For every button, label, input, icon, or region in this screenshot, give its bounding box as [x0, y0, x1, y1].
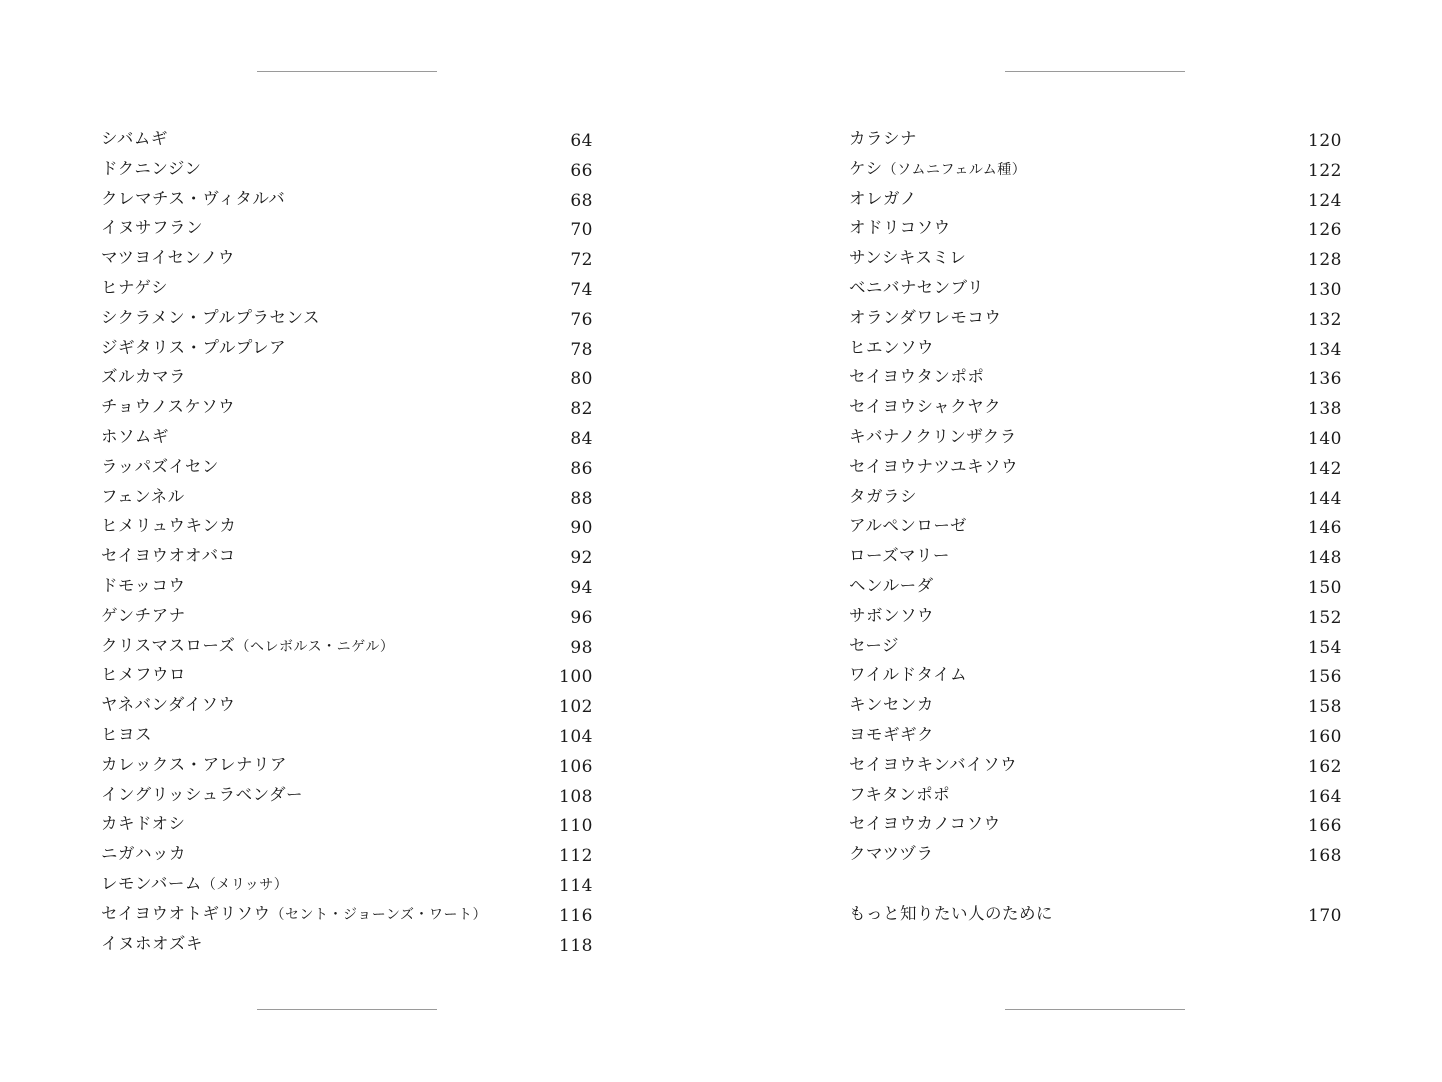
bottom-rule	[1005, 1009, 1185, 1010]
entry-title	[101, 571, 186, 601]
entry-title	[849, 213, 951, 243]
toc-entry[interactable]	[101, 720, 593, 750]
page-number: 166	[1308, 816, 1342, 837]
entry-title	[101, 720, 152, 750]
entry-title-main: カレックス・アレナリア	[101, 754, 288, 774]
toc-entry[interactable]	[101, 660, 593, 690]
page-number: 70	[570, 220, 593, 241]
page-number: 168	[1308, 846, 1342, 867]
toc-list-left	[101, 124, 593, 958]
entry-title	[101, 124, 168, 154]
page-number: 170	[1308, 905, 1342, 926]
entry-title	[849, 750, 1017, 780]
page-number: 122	[1308, 160, 1342, 181]
page-number: 144	[1308, 488, 1342, 509]
toc-entry[interactable]	[101, 213, 593, 243]
entry-title	[101, 154, 202, 184]
entry-title	[101, 422, 169, 452]
page-number: 126	[1308, 220, 1342, 241]
toc-entry[interactable]	[849, 601, 1342, 631]
toc-entry[interactable]	[849, 720, 1342, 750]
entry-title-main: ラッパズイセン	[101, 456, 219, 476]
page-number: 68	[570, 190, 593, 211]
entry-title	[101, 809, 186, 839]
toc-entry[interactable]	[849, 750, 1342, 780]
toc-entry[interactable]	[101, 809, 593, 839]
toc-entry[interactable]	[849, 839, 1342, 869]
entry-title	[101, 392, 235, 422]
page-number: 100	[559, 667, 593, 688]
entry-title-note: （ソムニフェルム種）	[882, 161, 1027, 178]
toc-entry[interactable]	[849, 243, 1342, 273]
entry-title-main: ジギタリス・プルプレア	[101, 337, 287, 357]
page-number: 162	[1308, 756, 1342, 777]
page-number: 84	[570, 428, 593, 449]
entry-title-main: セイヨウキンバイソウ	[849, 754, 1018, 774]
toc-entry[interactable]	[849, 124, 1342, 154]
entry-title	[101, 243, 235, 273]
page-number: 96	[570, 607, 593, 628]
entry-title-main: セイヨウナツユキソウ	[849, 456, 1019, 476]
entry-title-main: ヘンルーダ	[849, 575, 934, 595]
entry-title-main: セイヨウオトギリソウ	[101, 903, 271, 923]
entry-title-main: アルペンローゼ	[849, 516, 968, 536]
entry-title-main: ゲンチアナ	[101, 605, 186, 625]
entry-title	[849, 482, 917, 512]
toc-entry[interactable]	[101, 511, 593, 541]
entry-title	[849, 899, 1053, 929]
entry-title-main: オランダワレモコウ	[849, 307, 1002, 327]
entry-title	[101, 690, 236, 720]
toc-entry[interactable]	[101, 541, 593, 571]
entry-title-main: ヒメリュウキンカ	[101, 516, 237, 536]
page-number: 114	[559, 875, 593, 896]
toc-entry[interactable]	[849, 362, 1342, 392]
entry-title-main: ヒヨス	[101, 724, 152, 744]
page-number: 156	[1308, 667, 1342, 688]
entry-title-main: ズルカマラ	[101, 367, 186, 387]
entry-title	[101, 362, 186, 392]
entry-title-main: マツヨイセンノウ	[101, 248, 235, 268]
entry-title-main: シクラメン・プルプラセンス	[101, 307, 321, 327]
toc-entry[interactable]	[849, 273, 1342, 303]
toc-entry[interactable]	[849, 631, 1342, 661]
entry-title-main: フェンネル	[101, 486, 185, 506]
toc-entry[interactable]	[101, 333, 593, 363]
entry-title-main: ベニバナセンブリ	[849, 277, 985, 297]
page-number: 164	[1308, 786, 1342, 807]
toc-entry[interactable]	[101, 392, 593, 422]
entry-title-main: ヤネバンダイソウ	[101, 695, 236, 715]
page-number: 154	[1308, 637, 1342, 658]
entry-title	[101, 869, 288, 901]
toc-entry[interactable]	[849, 511, 1342, 541]
toc-entry[interactable]	[101, 929, 593, 959]
entry-title-main: セイヨウオオバコ	[101, 546, 236, 566]
entry-title	[101, 750, 287, 780]
entry-title-note: （メリッサ）	[201, 876, 289, 893]
toc-entry[interactable]	[849, 333, 1342, 363]
toc-entry[interactable]	[101, 452, 593, 482]
page-number: 138	[1308, 399, 1342, 420]
entry-title-main: シバムギ	[101, 129, 168, 148]
page-number: 130	[1308, 279, 1342, 300]
toc-entry[interactable]	[101, 869, 593, 899]
entry-title-main: フキタンポポ	[849, 784, 951, 804]
entry-title-main: ドクニンジン	[101, 158, 202, 178]
page-number: 160	[1308, 726, 1342, 747]
page-number: 88	[570, 488, 593, 509]
top-rule	[1005, 71, 1185, 72]
entry-title-main: ケシ	[849, 158, 883, 178]
entry-title	[101, 511, 236, 541]
toc-entry[interactable]	[849, 452, 1342, 482]
entry-title-main: もっと知りたい人のために	[849, 903, 1053, 923]
toc-entry[interactable]	[101, 422, 593, 452]
entry-title-main: ヨモギギク	[849, 724, 934, 744]
page-number: 152	[1308, 607, 1342, 628]
entry-title-main: セージ	[849, 635, 900, 655]
entry-title	[101, 273, 168, 303]
page-number: 112	[559, 846, 593, 867]
entry-title	[101, 660, 186, 690]
entry-title-main: サボンソウ	[849, 605, 934, 625]
toc-entry[interactable]	[849, 809, 1342, 839]
entry-title	[849, 303, 1001, 333]
page-number: 94	[570, 577, 593, 598]
page-number: 102	[559, 697, 593, 718]
entry-title-main: ドモッコウ	[101, 575, 186, 595]
toc-entry[interactable]	[849, 899, 1342, 929]
entry-title	[101, 303, 320, 333]
toc-entry[interactable]	[101, 482, 593, 512]
page-number: 148	[1308, 548, 1342, 569]
entry-title	[849, 154, 1026, 186]
entry-title-main: オドリコソウ	[849, 218, 951, 238]
toc-entry[interactable]	[849, 482, 1342, 512]
entry-title	[849, 571, 934, 601]
toc-entry[interactable]	[849, 184, 1342, 214]
page-number: 106	[559, 756, 593, 777]
toc-entry[interactable]	[849, 392, 1342, 422]
entry-title	[101, 631, 394, 663]
page-number: 132	[1308, 309, 1342, 330]
entry-title	[101, 839, 186, 869]
page-number: 108	[559, 786, 593, 807]
page-number: 158	[1308, 697, 1342, 718]
page-number: 150	[1308, 577, 1342, 598]
page-number: 116	[559, 905, 593, 926]
entry-title-main: オレガノ	[849, 188, 917, 208]
entry-title	[849, 720, 934, 750]
toc-list-right	[849, 124, 1342, 929]
page-number: 142	[1308, 458, 1342, 479]
entry-title-main: ニガハッカ	[101, 844, 186, 864]
entry-title	[849, 184, 917, 214]
page-number: 120	[1308, 131, 1342, 151]
toc-entry[interactable]	[101, 154, 593, 184]
entry-title	[101, 333, 286, 363]
entry-title-main: ヒエンソウ	[849, 337, 934, 357]
page-number: 146	[1308, 518, 1342, 539]
entry-title	[849, 273, 984, 303]
toc-entry[interactable]	[101, 571, 593, 601]
entry-title	[849, 243, 966, 273]
entry-title	[849, 809, 1001, 839]
toc-entry[interactable]	[849, 571, 1342, 601]
entry-title-main: イヌホオズキ	[101, 933, 203, 953]
entry-title	[101, 213, 203, 243]
page-number: 110	[559, 816, 593, 837]
entry-title-main: ワイルドタイム	[849, 665, 968, 685]
page-number: 64	[570, 131, 593, 151]
page-number: 128	[1308, 250, 1342, 271]
toc-entry[interactable]	[101, 273, 593, 303]
entry-title-main: カラシナ	[849, 129, 917, 148]
page-number: 118	[559, 935, 593, 956]
entry-title-main: キンセンカ	[849, 695, 934, 715]
entry-title-main: キバナノクリンザクラ	[849, 426, 1017, 446]
page-number: 136	[1308, 369, 1342, 390]
entry-title-note: （セント・ジョーンズ・ワート）	[270, 906, 488, 923]
entry-title	[849, 660, 967, 690]
toc-entry[interactable]	[101, 124, 593, 154]
toc-entry[interactable]	[101, 780, 593, 810]
page-number: 92	[570, 548, 593, 569]
entry-title	[849, 780, 950, 810]
entry-title-main: ヒメフウロ	[101, 665, 186, 685]
toc-entry[interactable]	[849, 541, 1342, 571]
page-number: 86	[570, 458, 593, 479]
toc-entry[interactable]	[849, 422, 1342, 452]
entry-title	[101, 899, 487, 931]
toc-entry[interactable]	[849, 780, 1342, 810]
entry-title	[849, 690, 934, 720]
page-number: 74	[570, 279, 593, 300]
entry-title-main: セイヨウカノコソウ	[849, 814, 1001, 834]
entry-title	[101, 780, 303, 810]
toc-entry[interactable]	[849, 690, 1342, 720]
entry-title-main: セイヨウシャクヤク	[849, 397, 1002, 417]
entry-title-main: クマツヅラ	[849, 844, 934, 864]
page-number: 140	[1308, 428, 1342, 449]
entry-title-note: （ヘレボルス・ニゲル）	[235, 638, 395, 655]
entry-title-main: サンシキスミレ	[849, 248, 967, 268]
entry-title	[101, 452, 219, 482]
entry-title-main: セイヨウタンポポ	[849, 367, 985, 387]
entry-title	[849, 452, 1018, 482]
page-number: 78	[570, 339, 593, 360]
page-number: 104	[559, 726, 593, 747]
entry-title-main: タガラシ	[849, 486, 917, 506]
page-number: 76	[570, 309, 593, 330]
entry-title-main: ヒナゲシ	[101, 277, 169, 297]
entry-title	[849, 601, 934, 631]
toc-entry[interactable]	[101, 243, 593, 273]
toc-entry[interactable]	[101, 631, 593, 661]
toc-entry[interactable]	[849, 154, 1342, 184]
entry-title	[849, 541, 950, 571]
toc-entry[interactable]	[849, 213, 1342, 243]
entry-title	[849, 392, 1001, 422]
toc-entry[interactable]	[101, 750, 593, 780]
entry-title	[101, 184, 285, 214]
toc-entry[interactable]	[101, 362, 593, 392]
toc-entry[interactable]	[101, 184, 593, 214]
entry-title-main: クレマチス・ヴィタルバ	[101, 188, 286, 208]
entry-title-main: レモンバーム	[101, 873, 202, 893]
entry-title	[849, 362, 984, 392]
toc-entry[interactable]	[101, 601, 593, 631]
entry-title-main: カキドオシ	[101, 814, 186, 834]
page-number: 72	[570, 250, 593, 271]
page-number: 124	[1308, 190, 1342, 211]
entry-title	[849, 333, 934, 363]
right-page	[721, 0, 1442, 1082]
entry-title	[849, 839, 934, 869]
entry-title	[849, 422, 1017, 452]
toc-entry[interactable]	[101, 899, 593, 929]
toc-entry[interactable]	[101, 839, 593, 869]
top-rule	[257, 71, 437, 72]
entry-title-main: チョウノスケソウ	[101, 397, 236, 417]
toc-entry[interactable]	[101, 303, 593, 333]
entry-title-main: ローズマリー	[849, 546, 950, 566]
page-number: 134	[1308, 339, 1342, 360]
page-number: 80	[570, 369, 593, 390]
toc-entry[interactable]	[849, 660, 1342, 690]
entry-title-main: ホソムギ	[101, 426, 169, 446]
entry-title	[101, 601, 186, 631]
page-number: 66	[570, 160, 593, 181]
entry-title	[849, 631, 899, 661]
entry-title-main: クリスマスローズ	[101, 635, 236, 655]
entry-title	[849, 124, 917, 154]
entry-title	[849, 511, 967, 541]
entry-title-main: イングリッシュラベンダー	[101, 784, 304, 804]
toc-entry[interactable]	[101, 690, 593, 720]
page-number: 98	[570, 637, 593, 658]
entry-title	[101, 541, 236, 571]
entry-title	[101, 929, 203, 959]
entry-title	[101, 482, 185, 512]
page-number: 90	[570, 518, 593, 539]
page-number: 82	[570, 399, 593, 420]
toc-entry[interactable]	[849, 303, 1342, 333]
entry-title-main: イヌサフラン	[101, 218, 203, 238]
bottom-rule	[257, 1009, 437, 1010]
